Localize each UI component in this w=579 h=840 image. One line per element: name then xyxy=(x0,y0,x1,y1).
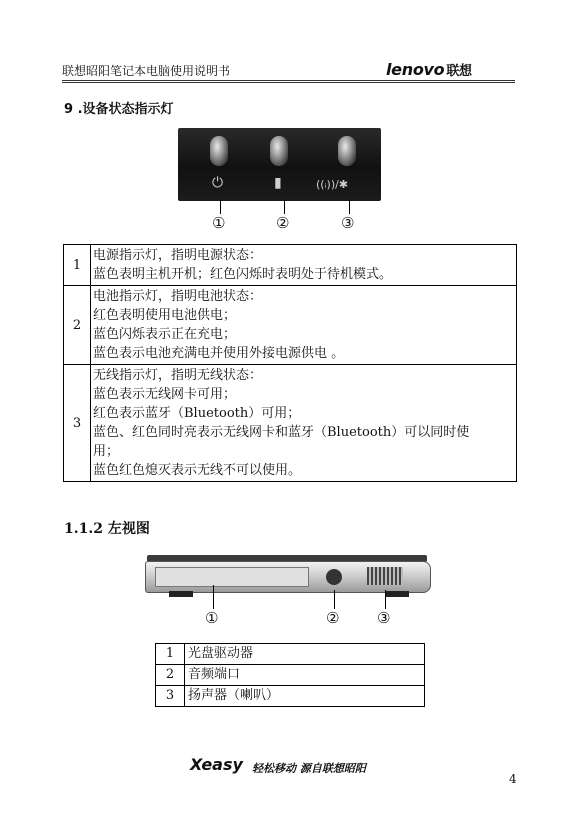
desc-line: 蓝色、红色同时亮表示无线网卡和蓝牙（Bluetooth）可以同时使 xyxy=(93,425,470,440)
desc-line: 无线指示灯，指明无线状态： xyxy=(93,368,263,383)
table-row xyxy=(64,286,517,365)
logo-cn: 联想 xyxy=(446,64,472,79)
row-description xyxy=(91,286,517,365)
callout-3: ③ xyxy=(377,609,391,627)
page-number: 4 xyxy=(509,772,517,786)
callout-1: ① xyxy=(212,214,226,232)
desc-line: 蓝色红色熄灭表示无线不可以使用。 xyxy=(93,463,302,478)
power-icon: ⏻ xyxy=(212,175,224,191)
row-description xyxy=(91,365,517,482)
desc-line: 蓝色表示电池充满电并使用外接电源供电 。 xyxy=(93,346,345,361)
speaker-grille xyxy=(367,567,403,585)
header-rule xyxy=(62,80,515,81)
indicator-table xyxy=(63,244,517,482)
callout-line-3 xyxy=(385,590,386,609)
table-row xyxy=(156,686,425,707)
desc-line: 蓝色闪烁表示正在充电； xyxy=(93,327,237,342)
laptop-foot xyxy=(169,591,193,597)
table-row xyxy=(64,365,517,482)
laptop-foot xyxy=(385,591,409,597)
header-rule-double xyxy=(62,82,515,83)
callout-line-2 xyxy=(284,200,285,214)
callout-3: ③ xyxy=(341,214,355,232)
row-number: 3 xyxy=(64,365,91,482)
callout-line-1 xyxy=(213,585,214,609)
footer-brand: Xeasy xyxy=(190,755,243,774)
ports-table xyxy=(155,643,425,707)
row-label: 音频端口 xyxy=(185,665,425,686)
callout-2: ② xyxy=(276,214,290,232)
wireless-led xyxy=(338,136,356,166)
row-number: 2 xyxy=(64,286,91,365)
led-indicator-photo xyxy=(178,128,381,201)
lenovo-logo xyxy=(386,60,472,79)
desc-line: 蓝色表示无线网卡可用； xyxy=(93,387,237,402)
footer-slogan: 轻松移动 源自联想昭阳 xyxy=(252,762,366,775)
logo-text: lenovo xyxy=(386,60,445,79)
desc-line: 红色表明使用电池供电； xyxy=(93,308,237,323)
desc-line: 蓝色表明主机开机；红色闪烁时表明处于待机模式。 xyxy=(93,267,393,282)
row-number: 1 xyxy=(64,245,91,286)
row-number: 3 xyxy=(156,686,185,707)
row-label: 光盘驱动器 xyxy=(185,644,425,665)
desc-line: 电池指示灯，指明电池状态： xyxy=(93,289,263,304)
header-title: 联想昭阳笔记本电脑使用说明书 xyxy=(62,64,231,78)
callout-1: ① xyxy=(205,609,219,627)
callout-line-2 xyxy=(334,590,335,609)
row-label: 扬声器（喇叭） xyxy=(185,686,425,707)
desc-line: 红色表示蓝牙（Bluetooth）可用； xyxy=(93,406,301,421)
left-side-view-photo xyxy=(141,555,435,599)
battery-led xyxy=(270,136,288,166)
desc-line: 用； xyxy=(93,444,120,459)
table-row xyxy=(156,665,425,686)
row-number: 1 xyxy=(156,644,185,665)
row-description xyxy=(91,245,517,286)
wireless-bluetooth-icon: ((ᵢ))/✱ xyxy=(316,178,349,191)
section-1-1-2-title: 1.1.2 左视图 xyxy=(64,521,150,537)
callout-line-3 xyxy=(349,200,350,214)
optical-drive xyxy=(155,567,309,587)
desc-line: 电源指示灯，指明电源状态： xyxy=(93,248,263,263)
table-row xyxy=(64,245,517,286)
section-9-title: 9 .设备状态指示灯 xyxy=(64,102,174,117)
callout-line-1 xyxy=(220,200,221,214)
callout-2: ② xyxy=(326,609,340,627)
audio-jack xyxy=(326,569,342,585)
battery-icon: ▮ xyxy=(274,175,282,191)
table-row xyxy=(156,644,425,665)
power-led xyxy=(210,136,228,166)
row-number: 2 xyxy=(156,665,185,686)
